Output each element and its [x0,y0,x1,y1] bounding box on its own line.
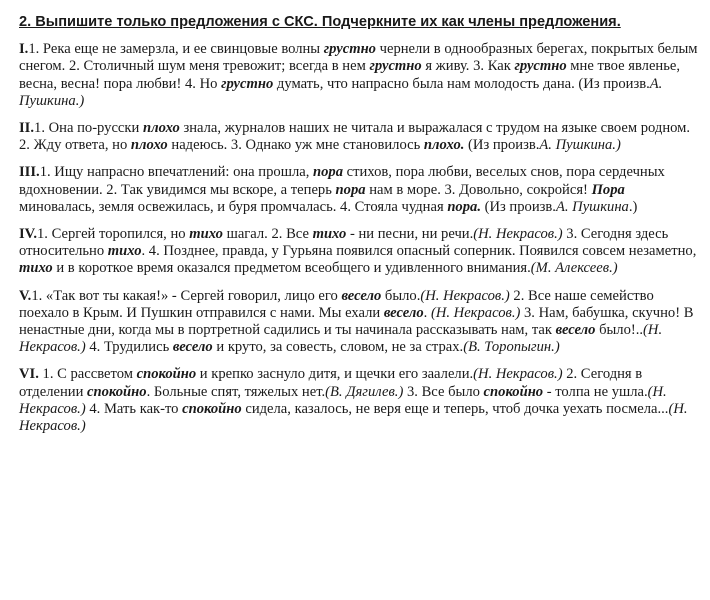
highlighted-word: спокойно [87,383,147,400]
section-number: I. [19,41,29,58]
section-number: IV. [19,226,37,243]
exercise-block-5 [19,288,699,357]
exercise-block-3 [19,164,699,216]
text-segment: 1. Ищу напрасно впечатлений: она прошла, [39,164,314,181]
text-segment: .) [628,198,638,215]
highlighted-word: тихо [19,260,53,277]
exercise-block-2 [19,120,699,154]
text-segment: знала, журналов наших не читала и выражалася с трудом на языке своем родном. 2. Жду ответа, но [19,120,691,154]
text-segment: чернели в однообразных берегах, покрытых белым снегом. 2. Столичный шум меня тревожит; всегда в нем [19,41,698,75]
source-citation: (В. Дягилев.) [325,383,404,400]
text-segment: 1. Сергей торопился, но [37,226,190,243]
highlighted-word: пора [335,181,366,198]
source-citation: А. Пушкина [555,198,629,215]
highlighted-word: грустно [514,58,567,75]
text-segment: - толпа не ушла. [543,383,648,400]
text-segment: 2. Все наше семейство поехало в Крым. И Пушкин отправился с нами. Мы ехали [19,287,654,321]
highlighted-word: Пора [591,181,625,198]
highlighted-word: весело [383,304,424,321]
source-citation: А. Пушкина.) [539,137,621,154]
text-segment: 3. Нам, бабушка, скучно! В ненастные дни, когда мы в портретной садились и ты начинала рассказывать нам, так [19,304,694,339]
text-segment: . 4. Позднее, правда, у Гурьяна появился опасный соперник. Появился совсем незаметно, [141,243,697,260]
highlighted-word: плохо [130,137,168,154]
text-segment: и крепко заснуло дитя, и щечки его заалели. [196,366,474,383]
text-segment: 3. Сегодня здесь относительно [19,226,669,260]
text-segment: 4. Трудились [85,339,173,356]
highlighted-word: плохо [142,120,180,137]
section-number: V. [19,287,32,304]
text-segment: 1. Река еще не замерзла, и ее свинцовые волны [28,41,324,58]
text-segment: 2. Сегодня в отделении [19,366,643,400]
section-number: III. [19,164,40,181]
highlighted-word: спокойно [182,400,242,417]
highlighted-word: пора [313,164,344,181]
text-segment: миновалась, земля освежилась, и буря промчалась. 4. Стояла чудная [19,198,448,215]
exercise-block-1 [19,41,699,110]
source-citation: А. Пушкина.) [19,75,663,109]
source-citation: (М. Алексеев.) [530,260,618,277]
text-segment: было. [381,287,421,304]
source-citation: (Н. Некрасов.) [473,226,563,243]
text-segment: надеюсь. 3. Однако уж мне становилось [167,137,424,154]
highlighted-word: грустно [323,41,376,58]
text-segment: 1. Она по-русски [34,120,143,137]
section-number: VI. [19,366,39,383]
highlighted-word: пора. [447,198,481,215]
highlighted-word: тихо [312,226,347,243]
text-segment: (Из произв. [464,137,540,154]
text-segment: (Из произв. [480,198,556,215]
text-segment: думать, что напрасно была нам молодость дана. (Из произв. [273,75,650,92]
text-segment: 1. «Так вот ты какая!» - Сергей говорил, лицо его [31,287,342,304]
text-segment: нам в море. 3. Довольно, сокройся! [365,181,592,198]
text-segment: стихов, пора любви, веселых снов, пора сердечных вдохновении. 2. Так увидимся мы вскоре, а теперь [19,164,665,198]
text-segment: . [423,304,431,321]
text-segment: и в короткое время оказался предметом всеобщего и удивленного внимания. [52,260,531,277]
highlighted-word: весело [172,339,213,356]
highlighted-word: грустно [369,58,422,75]
text-segment: - ни песни, ни речи. [346,226,474,243]
source-citation: (Н. Некрасов.) [19,400,688,435]
exercise-block-4 [19,226,699,278]
source-citation: (Н. Некрасов.) [420,287,510,304]
text-segment: 1. С рассветом [38,366,137,383]
text-segment: мне твое явленье, весна, весна! пора любви! 4. Но [19,58,681,92]
text-segment: 3. Все было [403,383,484,400]
highlighted-word: спокойно [136,366,197,383]
text-segment: было!.. [595,322,644,339]
highlighted-word: тихо [107,243,142,260]
text-segment: и круто, за совесть, словом, не за страх. [212,339,464,356]
text-segment: шагал. 2. Все [222,226,313,243]
source-citation: (В. Торопыгин.) [463,339,560,356]
text-segment: сидела, казалось, не веря еще и теперь, чтоб дочка уехать посмела... [241,400,669,417]
highlighted-word: весело [555,322,596,339]
text-segment: . Больные спят, тяжелых нет. [146,383,326,400]
highlighted-word: плохо. [423,137,465,154]
source-citation: (Н. Некрасов.) [473,366,563,383]
section-number: II. [19,120,35,137]
highlighted-word: тихо [189,226,223,243]
task-heading: 2. Выпишите только предложения с СКС. Подчеркните их как члены предложения. [19,14,621,30]
text-segment: 4. Мать как-то [85,400,183,417]
source-citation: (Н. Некрасов.) [430,304,521,321]
highlighted-word: грустно [221,75,274,92]
exercise-blocks [19,41,699,435]
exercise-block-6 [19,366,699,435]
source-citation: (Н. Некрасов.) [19,322,663,356]
highlighted-word: спокойно [483,383,544,400]
highlighted-word: весело [341,287,382,304]
document-page [19,14,699,445]
source-citation: (Н. Некрасов.) [19,383,667,417]
text-segment: я живу. 3. Как [421,58,515,75]
